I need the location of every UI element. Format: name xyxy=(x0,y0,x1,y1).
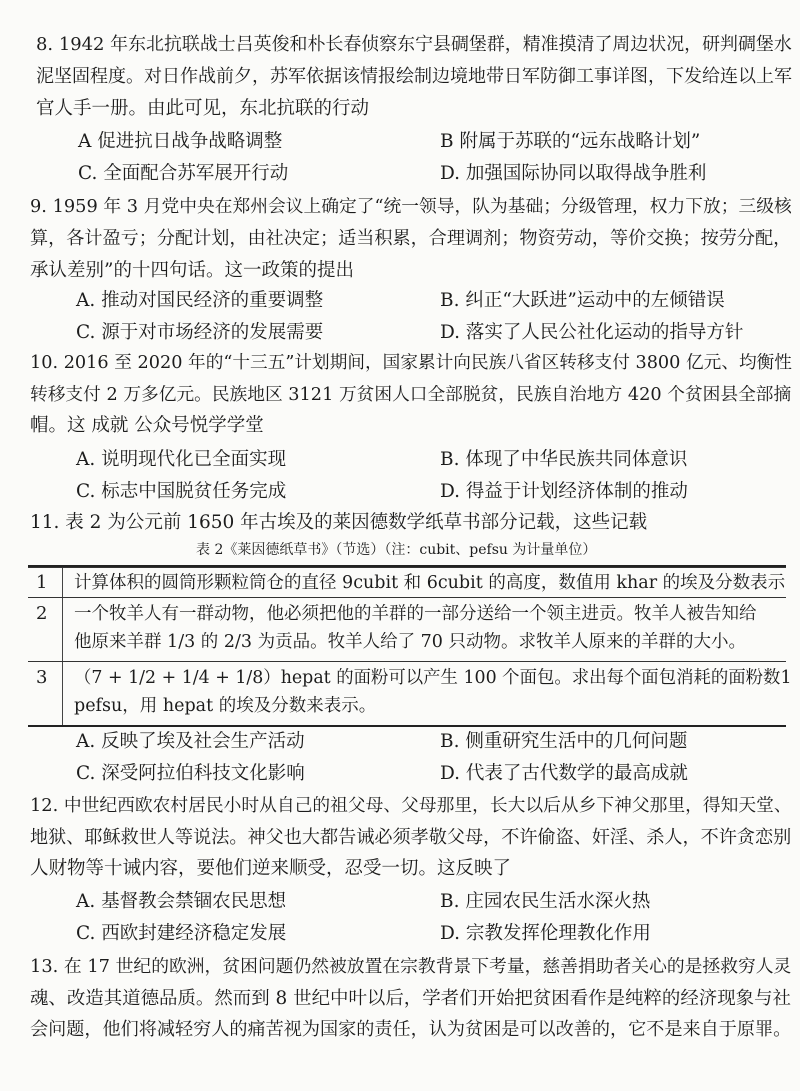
question-12-option-d[interactable]: D. 宗教发挥伦理教化作用 xyxy=(440,923,651,944)
question-12-option-c[interactable]: C. 西欧封建经济稳定发展 xyxy=(76,923,287,944)
table-row-text: pefsu，用 hepat 的埃及分数来表示。 xyxy=(74,696,377,716)
question-9-stem-line-1: 9. 1959 年 3 月党中央在郑州会议上确定了“统一领导，队为基础；分级管理，权力下放；三级核 xyxy=(30,197,792,217)
question-10-stem-line-3: 帽。这 成就 公众号悦学学堂 xyxy=(30,415,264,436)
question-11-option-a[interactable]: A. 反映了埃及社会生产活动 xyxy=(76,731,305,752)
question-10-option-d[interactable]: D. 得益于计划经济体制的推动 xyxy=(440,481,688,502)
question-13-stem-line-3: 会问题，他们将减轻穷人的痛苦视为国家的责任，认为贫困是可以改善的，它不是来自于原罪。 xyxy=(30,1019,792,1040)
table-row-text: 一个牧羊人有一群动物，他必须把他的羊群的一部分送给一个领主进贡。牧羊人被告知给 xyxy=(74,604,757,624)
question-11-option-b[interactable]: B. 侧重研究生活中的几何问题 xyxy=(440,731,688,752)
question-9-stem-line-3: 承认差别”的十四句话。这一政策的提出 xyxy=(30,260,354,281)
question-12-stem-line-3: 人财物等十诫内容，要他们逆来顺受，忍受一切。这反映了 xyxy=(30,858,512,879)
question-8-option-a[interactable]: A 促进抗日战争战略调整 xyxy=(78,131,283,152)
question-12-option-a[interactable]: A. 基督教会禁锢农民思想 xyxy=(76,891,287,912)
question-8-option-c[interactable]: C. 全面配合苏军展开行动 xyxy=(78,163,289,184)
question-12-option-b[interactable]: B. 庄园农民生活水深火热 xyxy=(440,891,651,912)
table-row-text: （7 + 1/2 + 1/4 + 1/8）hepat 的面粉可以产生 100 个面包。求出每个面包消耗的面粉数1 xyxy=(74,668,792,688)
table-caption: 表 2《莱因德纸草书》（节选）（注：cubit、pefsu 为计量单位） xyxy=(196,542,597,558)
question-9-option-b[interactable]: B. 纠正“大跃进”运动中的左倾错误 xyxy=(440,290,725,311)
question-11-option-c[interactable]: C. 深受阿拉伯科技文化影响 xyxy=(76,763,305,784)
question-11-option-d[interactable]: D. 代表了古代数学的最高成就 xyxy=(440,763,688,784)
question-8-stem-line-3: 官人手一册。由此可见，东北抗联的行动 xyxy=(36,98,370,119)
table-row-text: 他原来羊群 1/3 的 2/3 为贡品。牧羊人给了 70 只动物。求牧羊人原来的羊群的大小。 xyxy=(74,632,746,652)
table-row xyxy=(28,597,786,660)
question-8-stem-line-1: 8. 1942 年东北抗联战士吕英俊和朴长春侦察东宁县碉堡群，精准摸清了周边状况，研判碉堡水 xyxy=(36,34,792,55)
question-9-stem-line-2: 算，各计盈亏；分配计划，由社决定；适当积累，合理调剂；物资劳动，等价交换；按劳分配， xyxy=(30,228,792,249)
table-row-text: 计算体积的圆筒形颗粒筒仓的直径 9cubit 和 6cubit 的高度，数值用 khar 的埃及分数表示 xyxy=(74,573,786,593)
question-11-stem: 11. 表 2 为公元前 1650 年古埃及的莱因德数学纸草书部分记载，这些记载 xyxy=(30,512,648,533)
question-8-option-b[interactable]: B 附属于苏联的“远东战略计划” xyxy=(440,131,701,152)
question-10-option-c[interactable]: C. 标志中国脱贫任务完成 xyxy=(76,481,287,502)
papyrus-table xyxy=(28,565,792,727)
table-row-number: 3 xyxy=(36,667,48,688)
question-10-stem-line-2: 转移支付 2 万多亿元。民族地区 3121 万贫困人口全部脱贫，民族自治地方 420 个贫困县全部摘 xyxy=(30,385,792,405)
question-9-option-a[interactable]: A. 推动对国民经济的重要调整 xyxy=(76,290,324,311)
question-10-stem-line-1: 10. 2016 至 2020 年的“十三五”计划期间，国家累计向民族八省区转移支付 3800 亿元、均衡性 xyxy=(30,353,792,373)
question-8-stem-line-2: 泥坚固程度。对日作战前夕，苏军依据该情报绘制边境地带日军防御工事详图，下发给连以上军 xyxy=(36,66,792,87)
question-13-stem-line-1: 13. 在 17 世纪的欧洲，贫困问题仍然被放置在宗教背景下考量，慈善捐助者关心的是拯救穷人灵 xyxy=(30,956,792,977)
question-12-stem-line-2: 地狱、耶稣救世人等说法。神父也大都告诫必须孝敬父母，不许偷盗、奸淫、杀人，不许贪恋别 xyxy=(30,827,792,848)
table-row-number: 1 xyxy=(36,572,48,593)
question-9-option-d[interactable]: D. 落实了人民公社化运动的指导方针 xyxy=(440,322,744,343)
question-9-option-c[interactable]: C. 源于对市场经济的发展需要 xyxy=(76,322,324,343)
table-row-number: 2 xyxy=(36,603,48,624)
table-row xyxy=(28,661,792,724)
question-10-option-b[interactable]: B. 体现了中华民族共同体意识 xyxy=(440,449,688,470)
question-12-stem-line-1: 12. 中世纪西欧农村居民小时从自己的祖父母、父母那里，长大以后从乡下神父那里，得知天堂、 xyxy=(30,796,792,816)
question-8-option-d[interactable]: D. 加强国际协同以取得战争胜利 xyxy=(440,163,707,184)
table-row xyxy=(28,567,786,598)
question-13-stem-line-2: 魂、改造其道德品质。然而到 8 世纪中叶以后，学者们开始把贫困看作是纯粹的经济现象与社 xyxy=(30,988,791,1009)
question-10-option-a[interactable]: A. 说明现代化已全面实现 xyxy=(76,449,287,470)
